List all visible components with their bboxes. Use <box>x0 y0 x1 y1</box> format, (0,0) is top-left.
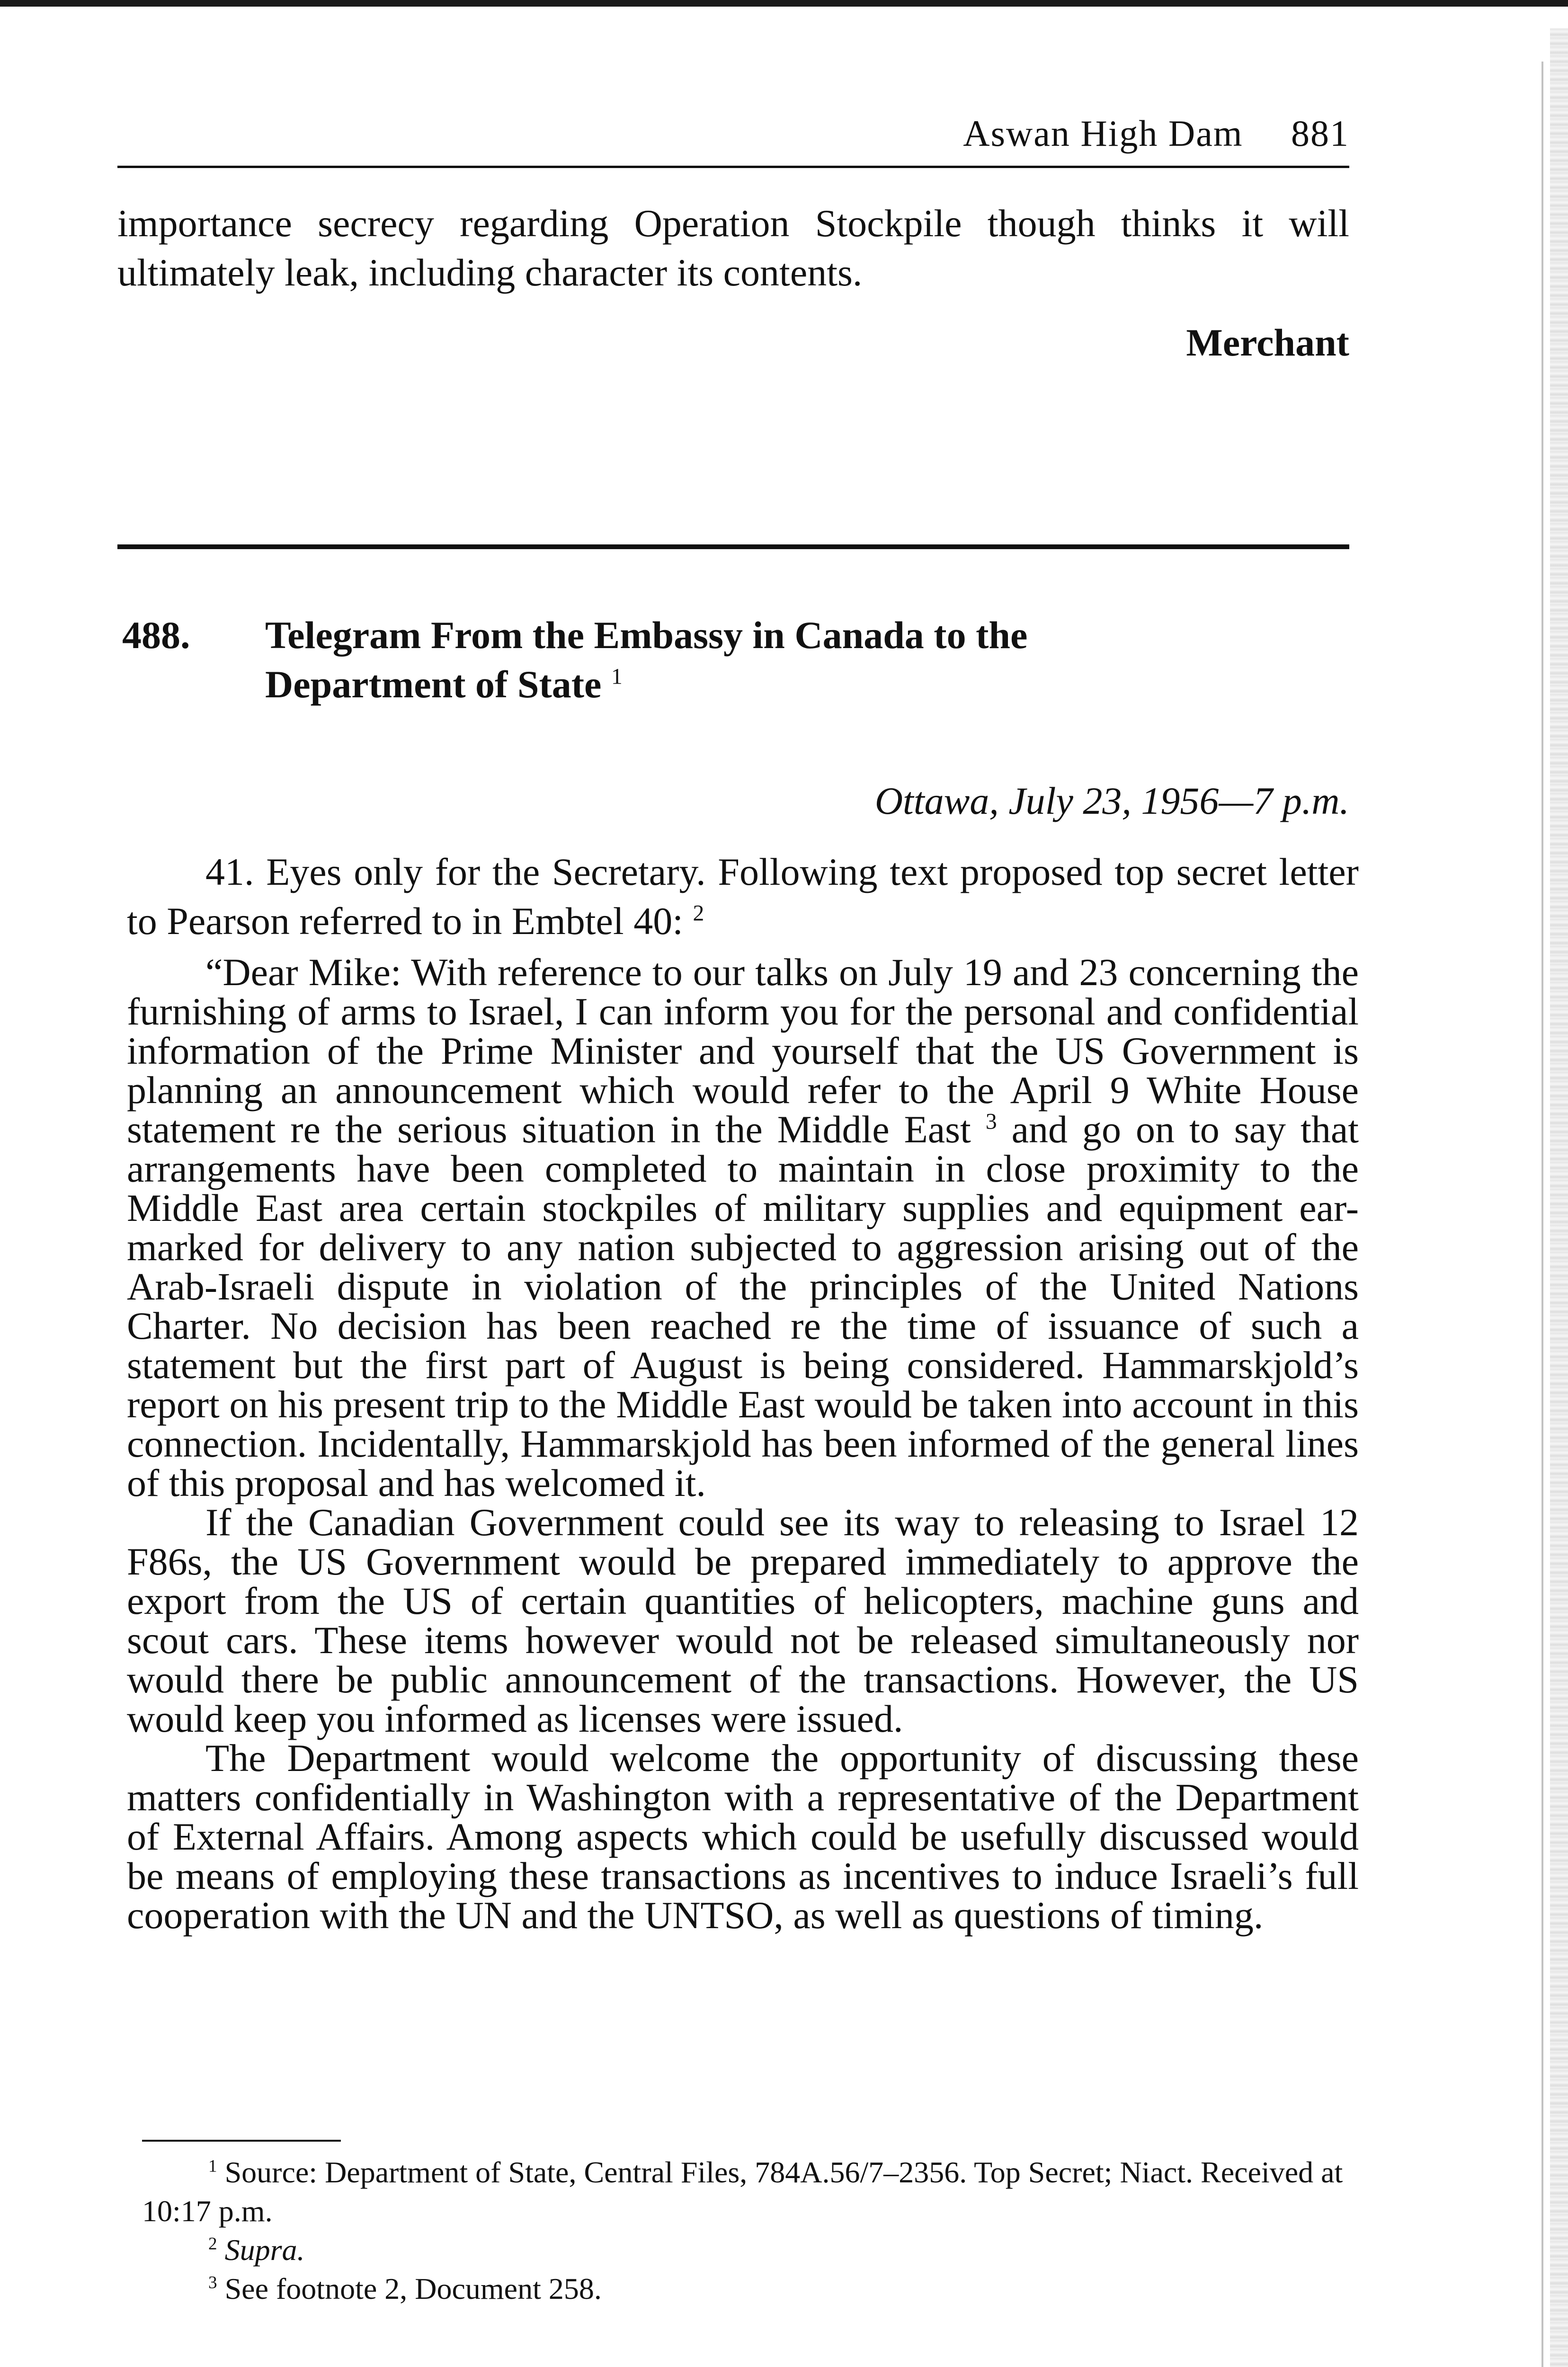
footnote-text: Supra. <box>224 2233 305 2267</box>
running-head-title: Aswan High Dam <box>963 113 1243 154</box>
body-paragraph <box>127 952 1359 1503</box>
paragraph-text: 41. Eyes only for the Secretary. Following text proposed top secret letter to Pearson referred to in Embtel 40: <box>127 850 1359 943</box>
telegram-body <box>127 847 1359 1935</box>
footnote-text: See footnote 2, Document 258. <box>224 2272 602 2305</box>
document-title <box>265 611 1212 709</box>
footnote-rule <box>142 2140 341 2142</box>
scan-gutter-line <box>1541 62 1543 2367</box>
body-paragraph <box>127 847 1359 946</box>
header-rule <box>117 166 1349 168</box>
footnote-marker: 3 <box>208 2273 217 2293</box>
paragraph-text: If the Canadian Government could see its way to releasing to Israel 12 F86s, the US Government would be prepared immediately to approve the export from the US of certain quantities of helicopters, machine guns and scout cars. These items however would not be released simultaneously nor would there be public announcement of the transactions. However, the US would keep you informed as licenses were issued. <box>127 1501 1359 1740</box>
footnote-marker: 1 <box>208 2156 217 2176</box>
footnote <box>142 2231 1363 2269</box>
document-number: 488. <box>122 614 190 657</box>
footnote-text: Source: Department of State, Central Files, 784A.56/7–2356. Top Secret; Niact. Received at 10:17 p.m. <box>142 2155 1343 2228</box>
section-divider-rule <box>117 544 1349 549</box>
footnote-ref: 3 <box>985 1109 997 1134</box>
title-footnote-ref: 1 <box>611 664 623 689</box>
dateline: Ottawa, July 23, 1956—7 p.m. <box>874 779 1349 822</box>
document-title-text: Telegram From the Embassy in Canada to the Department of State <box>265 614 1028 706</box>
body-paragraph <box>127 1503 1359 1738</box>
footnote <box>142 2269 1363 2308</box>
paragraph-text: “Dear Mike: With reference to our talks on July 19 and 23 concerning the furnishing of arms to Israel, I can inform you for the personal and confidential information of the Prime Minister and yourself that the US Government is planning an announcement which would refer to the April 9 White House statement re the serious situation in the Middle East <box>127 951 1359 1151</box>
footnotes <box>142 2153 1363 2308</box>
paragraph-text: The Department would welcome the opportunity of discussing these matters confidentially in Washington with a representative of the Department of External Affairs. Among aspects which could be usefully discussed would be means of employing these transactions as incentives to induce Israeli’s full cooperation with the UN and the UNTSO, as well as questions of timing. <box>127 1736 1359 1937</box>
footnote-ref: 2 <box>693 901 704 926</box>
running-head <box>117 110 1349 157</box>
scan-top-edge <box>0 0 1568 7</box>
footnote-marker: 2 <box>208 2234 217 2254</box>
carried-over-text: importance secrecy regarding Operation Stockpile though thinks it will ultimately leak, including character its contents. <box>117 202 1349 294</box>
footnote <box>142 2153 1363 2231</box>
scan-right-edge <box>1550 28 1568 2367</box>
page-number: 881 <box>1291 113 1349 154</box>
signature: Merchant <box>1186 321 1349 364</box>
body-paragraph <box>127 1738 1359 1935</box>
paragraph-text-continued: and go on to say that arrangements have been completed to maintain in close proximity to the Middle East area certain stockpiles of military supplies and equipment ear-marked for delivery to any nation subjected to aggression arising out of the Arab-Israeli dispute in violation of the principles of the United Nations Charter. No decision has been reached re the time of issuance of such a statement but the first part of August is being considered. Hammarskjold’s report on his present trip to the Middle East would be taken into account in this connection. Incidentally, Hammarskjold has been informed of the general lines of this proposal and has welcomed it. <box>127 1108 1359 1504</box>
